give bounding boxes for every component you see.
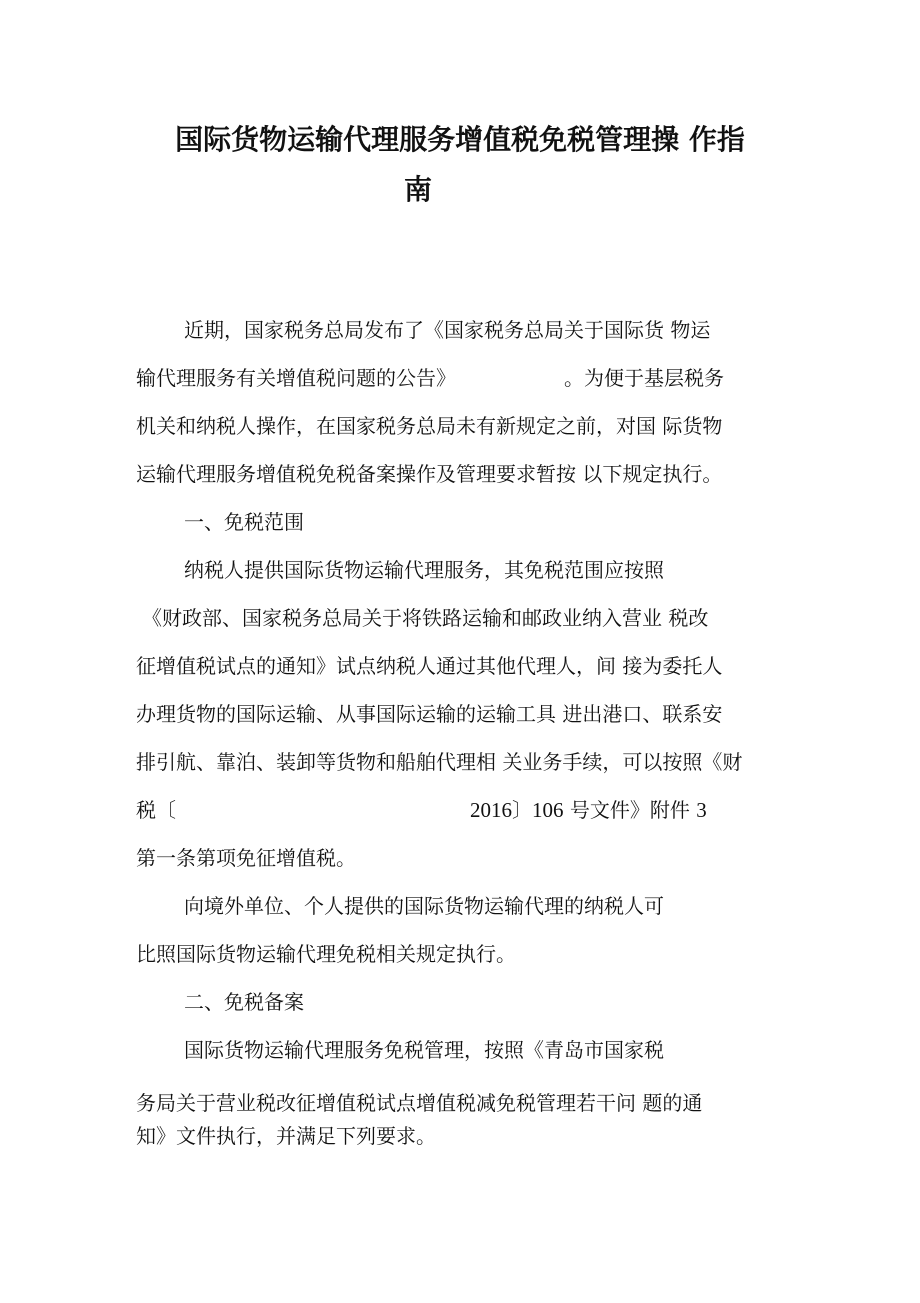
section2-p1-line-2: 务局关于营业税改征增值税试点增值税减免税管理若干问 题的通 (136, 1091, 703, 1115)
citation-bracket: 〕 (512, 798, 532, 822)
intro-line-2b: 。为便于基层税务 (564, 366, 724, 390)
section1-p1-line-2: 《财政部、国家税务总局关于将铁路运输和邮政业纳入营业 税改 (142, 606, 709, 630)
intro-line-2a: 输代理服务有关增值税问题的公告》 (136, 366, 456, 390)
section1-p2-line-2: 比照国际货物运输代理免税相关规定执行。 (136, 942, 516, 966)
section1-p1-line-4: 办理货物的国际运输、从事国际运输的运输工具 进出港口、联系安 (136, 702, 723, 726)
section1-p1-line-1: 纳税人提供国际货物运输代理服务，其免税范围应按照 (184, 558, 664, 582)
document-title-line1: 国际货物运输代理服务增值税免税管理操 作指 (175, 123, 745, 156)
section1-p2-line-1: 向境外单位、个人提供的国际货物运输代理的纳税人可 (184, 894, 664, 918)
section2-p1-line-3: 知》文件执行，并满足下列要求。 (136, 1124, 436, 1148)
section1-p1-line-6b (470, 798, 707, 822)
section1-p1-line-7: 第一条第项免征增值税。 (136, 846, 356, 870)
intro-line-3: 机关和纳税人操作，在国家税务总局未有新规定之前，对国 际货物 (136, 414, 723, 438)
intro-line-1: 近期，国家税务总局发布了《国家税务总局关于国际货 物运 (184, 318, 711, 342)
attachment-number: 3 (696, 798, 707, 822)
section1-p1-line-6a: 税〔 (136, 798, 176, 822)
section1-p1-line-5: 排引航、靠泊、装卸等货物和船舶代理相 关业务手续，可以按照《财 (136, 750, 743, 774)
section2-heading: 二、免税备案 (184, 990, 304, 1014)
citation-year: 2016 (470, 798, 512, 822)
section2-p1-line-1: 国际货物运输代理服务免税管理，按照《青岛市国家税 (184, 1038, 664, 1062)
section1-p1-line-3: 征增值税试点的通知》试点纳税人通过其他代理人，间 接为委托人 (136, 654, 723, 678)
document-title-line2: 南 (403, 173, 432, 206)
citation-number: 106 (532, 798, 564, 822)
section1-heading: 一、免税范围 (184, 510, 304, 534)
intro-line-4: 运输代理服务增值税免税备案操作及管理要求暂按 以下规定执行。 (136, 462, 723, 486)
citation-text: 号文件》附件 (563, 798, 697, 822)
